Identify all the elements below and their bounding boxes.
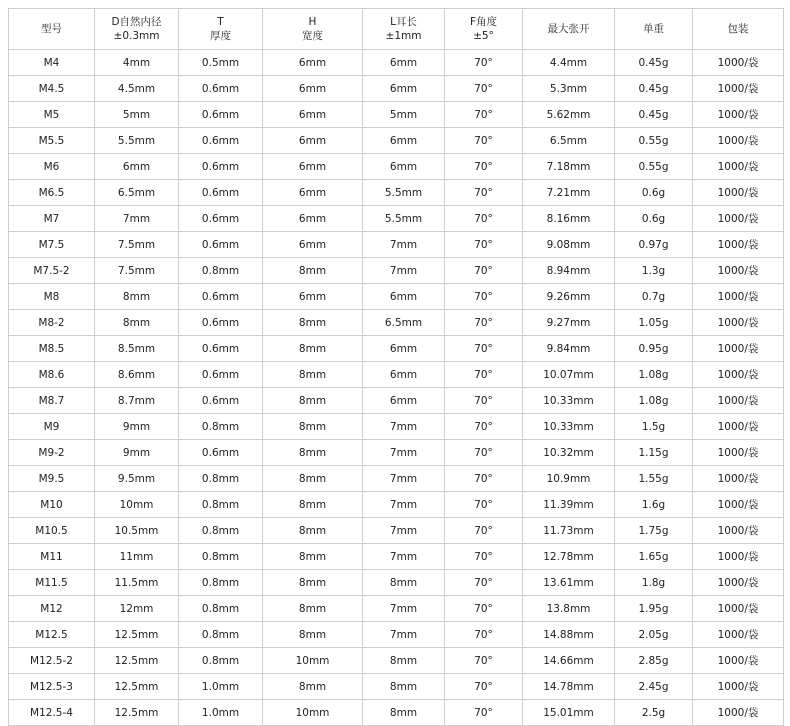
table-row (9, 518, 784, 544)
header-packaging (693, 9, 784, 50)
cell-packaging: 1000/袋 (693, 492, 784, 518)
cell-width: 10mm (263, 700, 363, 726)
cell-width: 8mm (263, 596, 363, 622)
cell-thickness: 0.8mm (179, 544, 263, 570)
cell-packaging: 1000/袋 (693, 466, 784, 492)
cell-model: M11.5 (9, 570, 95, 596)
cell-angle: 70° (445, 310, 523, 336)
cell-thickness: 0.8mm (179, 258, 263, 284)
cell-thickness: 0.6mm (179, 102, 263, 128)
cell-inner-diameter: 12.5mm (95, 648, 179, 674)
cell-unit-weight: 1.65g (615, 544, 693, 570)
spec-table (8, 8, 784, 726)
cell-angle: 70° (445, 518, 523, 544)
cell-packaging: 1000/袋 (693, 154, 784, 180)
cell-model: M8.5 (9, 336, 95, 362)
cell-packaging: 1000/袋 (693, 128, 784, 154)
cell-model: M8.7 (9, 388, 95, 414)
cell-max-opening: 11.39mm (523, 492, 615, 518)
table-row (9, 206, 784, 232)
cell-max-opening: 7.18mm (523, 154, 615, 180)
cell-max-opening: 14.66mm (523, 648, 615, 674)
cell-ear-length: 6mm (363, 76, 445, 102)
table-row (9, 388, 784, 414)
cell-width: 8mm (263, 544, 363, 570)
cell-max-opening: 5.3mm (523, 76, 615, 102)
cell-angle: 70° (445, 102, 523, 128)
cell-angle: 70° (445, 206, 523, 232)
cell-max-opening: 5.62mm (523, 102, 615, 128)
cell-max-opening: 10.9mm (523, 466, 615, 492)
table-row (9, 180, 784, 206)
cell-inner-diameter: 6mm (95, 154, 179, 180)
cell-max-opening: 4.4mm (523, 50, 615, 76)
cell-width: 6mm (263, 50, 363, 76)
header-inner-diameter (95, 9, 179, 50)
cell-max-opening: 13.61mm (523, 570, 615, 596)
cell-inner-diameter: 12.5mm (95, 674, 179, 700)
cell-ear-length: 7mm (363, 466, 445, 492)
cell-angle: 70° (445, 76, 523, 102)
cell-width: 8mm (263, 388, 363, 414)
table-row (9, 622, 784, 648)
cell-ear-length: 7mm (363, 414, 445, 440)
header-label: 最大张开 (547, 23, 590, 35)
table-row (9, 648, 784, 674)
cell-width: 8mm (263, 258, 363, 284)
cell-width: 8mm (263, 466, 363, 492)
cell-thickness: 0.6mm (179, 128, 263, 154)
cell-unit-weight: 0.45g (615, 102, 693, 128)
cell-thickness: 0.8mm (179, 492, 263, 518)
cell-packaging: 1000/袋 (693, 570, 784, 596)
cell-packaging: 1000/袋 (693, 258, 784, 284)
cell-width: 6mm (263, 76, 363, 102)
cell-unit-weight: 1.8g (615, 570, 693, 596)
cell-packaging: 1000/袋 (693, 362, 784, 388)
cell-packaging: 1000/袋 (693, 102, 784, 128)
cell-inner-diameter: 7.5mm (95, 258, 179, 284)
cell-width: 8mm (263, 492, 363, 518)
cell-model: M12.5-2 (9, 648, 95, 674)
cell-ear-length: 8mm (363, 648, 445, 674)
cell-model: M4.5 (9, 76, 95, 102)
cell-packaging: 1000/袋 (693, 518, 784, 544)
cell-ear-length: 6mm (363, 50, 445, 76)
cell-angle: 70° (445, 388, 523, 414)
cell-thickness: 0.8mm (179, 622, 263, 648)
cell-max-opening: 8.16mm (523, 206, 615, 232)
cell-packaging: 1000/袋 (693, 440, 784, 466)
cell-thickness: 0.6mm (179, 310, 263, 336)
cell-angle: 70° (445, 232, 523, 258)
cell-angle: 70° (445, 180, 523, 206)
cell-thickness: 0.5mm (179, 50, 263, 76)
cell-unit-weight: 1.08g (615, 388, 693, 414)
cell-inner-diameter: 4mm (95, 50, 179, 76)
cell-inner-diameter: 9.5mm (95, 466, 179, 492)
cell-model: M9-2 (9, 440, 95, 466)
cell-ear-length: 8mm (363, 570, 445, 596)
cell-ear-length: 6mm (363, 154, 445, 180)
cell-thickness: 0.8mm (179, 414, 263, 440)
header-label: 单重 (643, 23, 664, 35)
cell-packaging: 1000/袋 (693, 284, 784, 310)
cell-unit-weight: 1.15g (615, 440, 693, 466)
cell-thickness: 0.6mm (179, 180, 263, 206)
table-row (9, 284, 784, 310)
cell-angle: 70° (445, 492, 523, 518)
cell-inner-diameter: 8.6mm (95, 362, 179, 388)
header-label: T (217, 16, 224, 28)
cell-thickness: 1.0mm (179, 700, 263, 726)
cell-width: 8mm (263, 414, 363, 440)
cell-thickness: 0.8mm (179, 570, 263, 596)
cell-model: M5.5 (9, 128, 95, 154)
cell-ear-length: 6mm (363, 284, 445, 310)
cell-width: 8mm (263, 674, 363, 700)
cell-thickness: 0.6mm (179, 284, 263, 310)
cell-packaging: 1000/袋 (693, 648, 784, 674)
header-sublabel: 宽度 (302, 30, 323, 42)
table-row (9, 310, 784, 336)
cell-ear-length: 5.5mm (363, 180, 445, 206)
cell-model: M8-2 (9, 310, 95, 336)
cell-unit-weight: 2.85g (615, 648, 693, 674)
cell-max-opening: 10.07mm (523, 362, 615, 388)
cell-inner-diameter: 8.7mm (95, 388, 179, 414)
cell-thickness: 0.8mm (179, 466, 263, 492)
cell-model: M9.5 (9, 466, 95, 492)
cell-unit-weight: 0.45g (615, 50, 693, 76)
cell-width: 6mm (263, 128, 363, 154)
cell-ear-length: 7mm (363, 622, 445, 648)
cell-angle: 70° (445, 258, 523, 284)
cell-model: M8 (9, 284, 95, 310)
cell-packaging: 1000/袋 (693, 414, 784, 440)
header-ear-length (363, 9, 445, 50)
cell-thickness: 0.6mm (179, 232, 263, 258)
cell-unit-weight: 1.55g (615, 466, 693, 492)
cell-packaging: 1000/袋 (693, 76, 784, 102)
cell-max-opening: 10.32mm (523, 440, 615, 466)
table-row (9, 76, 784, 102)
cell-packaging: 1000/袋 (693, 388, 784, 414)
cell-unit-weight: 2.45g (615, 674, 693, 700)
cell-max-opening: 13.8mm (523, 596, 615, 622)
cell-inner-diameter: 7.5mm (95, 232, 179, 258)
cell-model: M7 (9, 206, 95, 232)
cell-thickness: 0.6mm (179, 388, 263, 414)
cell-inner-diameter: 8mm (95, 284, 179, 310)
cell-unit-weight: 1.08g (615, 362, 693, 388)
cell-model: M10.5 (9, 518, 95, 544)
cell-angle: 70° (445, 284, 523, 310)
cell-width: 6mm (263, 232, 363, 258)
cell-max-opening: 10.33mm (523, 388, 615, 414)
cell-unit-weight: 1.6g (615, 492, 693, 518)
cell-angle: 70° (445, 128, 523, 154)
cell-max-opening: 9.26mm (523, 284, 615, 310)
cell-thickness: 0.6mm (179, 440, 263, 466)
cell-angle: 70° (445, 570, 523, 596)
cell-model: M8.6 (9, 362, 95, 388)
cell-model: M12.5 (9, 622, 95, 648)
cell-max-opening: 7.21mm (523, 180, 615, 206)
table-row (9, 50, 784, 76)
cell-model: M7.5-2 (9, 258, 95, 284)
cell-inner-diameter: 9mm (95, 414, 179, 440)
cell-inner-diameter: 8mm (95, 310, 179, 336)
cell-ear-length: 6mm (363, 362, 445, 388)
cell-inner-diameter: 10mm (95, 492, 179, 518)
cell-thickness: 0.6mm (179, 76, 263, 102)
cell-inner-diameter: 5mm (95, 102, 179, 128)
cell-max-opening: 14.88mm (523, 622, 615, 648)
header-sublabel: ±0.3mm (113, 30, 160, 42)
cell-packaging: 1000/袋 (693, 232, 784, 258)
cell-angle: 70° (445, 362, 523, 388)
cell-max-opening: 6.5mm (523, 128, 615, 154)
cell-ear-length: 6mm (363, 128, 445, 154)
cell-ear-length: 5mm (363, 102, 445, 128)
table-row (9, 154, 784, 180)
cell-model: M6 (9, 154, 95, 180)
cell-unit-weight: 0.45g (615, 76, 693, 102)
cell-angle: 70° (445, 700, 523, 726)
cell-width: 8mm (263, 336, 363, 362)
cell-inner-diameter: 4.5mm (95, 76, 179, 102)
cell-model: M7.5 (9, 232, 95, 258)
cell-inner-diameter: 12.5mm (95, 700, 179, 726)
cell-max-opening: 9.84mm (523, 336, 615, 362)
cell-angle: 70° (445, 466, 523, 492)
cell-packaging: 1000/袋 (693, 700, 784, 726)
cell-inner-diameter: 12mm (95, 596, 179, 622)
cell-unit-weight: 0.97g (615, 232, 693, 258)
cell-width: 8mm (263, 362, 363, 388)
header-label: 型号 (41, 23, 62, 35)
table-row (9, 362, 784, 388)
cell-ear-length: 7mm (363, 258, 445, 284)
cell-width: 8mm (263, 622, 363, 648)
header-model (9, 9, 95, 50)
cell-model: M12.5-3 (9, 674, 95, 700)
cell-inner-diameter: 11.5mm (95, 570, 179, 596)
table-row (9, 700, 784, 726)
cell-max-opening: 15.01mm (523, 700, 615, 726)
cell-width: 6mm (263, 284, 363, 310)
cell-unit-weight: 1.5g (615, 414, 693, 440)
cell-width: 6mm (263, 180, 363, 206)
cell-angle: 70° (445, 596, 523, 622)
cell-width: 10mm (263, 648, 363, 674)
cell-model: M6.5 (9, 180, 95, 206)
cell-model: M12 (9, 596, 95, 622)
header-label: L耳长 (390, 16, 417, 28)
cell-ear-length: 6mm (363, 388, 445, 414)
cell-max-opening: 11.73mm (523, 518, 615, 544)
cell-angle: 70° (445, 336, 523, 362)
cell-model: M11 (9, 544, 95, 570)
header-label: H (308, 16, 317, 28)
table-row (9, 336, 784, 362)
cell-model: M5 (9, 102, 95, 128)
cell-thickness: 0.6mm (179, 206, 263, 232)
cell-ear-length: 7mm (363, 518, 445, 544)
cell-unit-weight: 2.5g (615, 700, 693, 726)
table-row (9, 674, 784, 700)
table-row (9, 128, 784, 154)
cell-ear-length: 6.5mm (363, 310, 445, 336)
cell-unit-weight: 1.75g (615, 518, 693, 544)
cell-thickness: 0.8mm (179, 648, 263, 674)
cell-max-opening: 9.27mm (523, 310, 615, 336)
cell-width: 8mm (263, 518, 363, 544)
cell-width: 8mm (263, 570, 363, 596)
cell-angle: 70° (445, 648, 523, 674)
table-row (9, 596, 784, 622)
spec-table-container (8, 8, 783, 726)
cell-ear-length: 8mm (363, 700, 445, 726)
cell-packaging: 1000/袋 (693, 180, 784, 206)
header-sublabel: ±1mm (385, 30, 422, 42)
cell-unit-weight: 1.05g (615, 310, 693, 336)
cell-ear-length: 7mm (363, 232, 445, 258)
table-row (9, 466, 784, 492)
cell-unit-weight: 1.95g (615, 596, 693, 622)
table-row (9, 544, 784, 570)
cell-width: 6mm (263, 154, 363, 180)
cell-inner-diameter: 8.5mm (95, 336, 179, 362)
cell-max-opening: 8.94mm (523, 258, 615, 284)
cell-unit-weight: 0.55g (615, 154, 693, 180)
cell-packaging: 1000/袋 (693, 50, 784, 76)
cell-thickness: 0.8mm (179, 518, 263, 544)
cell-width: 8mm (263, 440, 363, 466)
cell-thickness: 0.6mm (179, 336, 263, 362)
cell-inner-diameter: 9mm (95, 440, 179, 466)
cell-angle: 70° (445, 674, 523, 700)
header-label: F角度 (469, 16, 498, 28)
header-width (263, 9, 363, 50)
cell-ear-length: 7mm (363, 492, 445, 518)
table-row (9, 570, 784, 596)
cell-unit-weight: 0.7g (615, 284, 693, 310)
cell-width: 6mm (263, 102, 363, 128)
cell-model: M4 (9, 50, 95, 76)
table-row (9, 102, 784, 128)
cell-packaging: 1000/袋 (693, 310, 784, 336)
cell-unit-weight: 2.05g (615, 622, 693, 648)
cell-unit-weight: 0.6g (615, 206, 693, 232)
header-unit-weight (615, 9, 693, 50)
cell-angle: 70° (445, 440, 523, 466)
cell-angle: 70° (445, 544, 523, 570)
header-row (9, 9, 784, 50)
cell-ear-length: 7mm (363, 544, 445, 570)
cell-width: 6mm (263, 206, 363, 232)
cell-ear-length: 5.5mm (363, 206, 445, 232)
header-label: D自然内径 (111, 16, 162, 28)
cell-angle: 70° (445, 154, 523, 180)
cell-ear-length: 8mm (363, 674, 445, 700)
cell-packaging: 1000/袋 (693, 596, 784, 622)
cell-angle: 70° (445, 414, 523, 440)
cell-max-opening: 12.78mm (523, 544, 615, 570)
cell-packaging: 1000/袋 (693, 206, 784, 232)
cell-inner-diameter: 12.5mm (95, 622, 179, 648)
cell-model: M10 (9, 492, 95, 518)
cell-inner-diameter: 10.5mm (95, 518, 179, 544)
cell-packaging: 1000/袋 (693, 336, 784, 362)
cell-unit-weight: 1.3g (615, 258, 693, 284)
cell-inner-diameter: 11mm (95, 544, 179, 570)
cell-ear-length: 6mm (363, 336, 445, 362)
cell-inner-diameter: 7mm (95, 206, 179, 232)
header-angle (445, 9, 523, 50)
cell-thickness: 0.6mm (179, 362, 263, 388)
cell-packaging: 1000/袋 (693, 544, 784, 570)
cell-max-opening: 14.78mm (523, 674, 615, 700)
cell-model: M9 (9, 414, 95, 440)
cell-angle: 70° (445, 622, 523, 648)
cell-thickness: 1.0mm (179, 674, 263, 700)
cell-ear-length: 7mm (363, 440, 445, 466)
cell-max-opening: 10.33mm (523, 414, 615, 440)
table-row (9, 414, 784, 440)
header-max-opening (523, 9, 615, 50)
cell-ear-length: 7mm (363, 596, 445, 622)
cell-packaging: 1000/袋 (693, 674, 784, 700)
table-row (9, 492, 784, 518)
cell-width: 8mm (263, 310, 363, 336)
cell-unit-weight: 0.6g (615, 180, 693, 206)
cell-unit-weight: 0.95g (615, 336, 693, 362)
table-row (9, 440, 784, 466)
cell-unit-weight: 0.55g (615, 128, 693, 154)
table-body (9, 50, 784, 726)
header-sublabel: ±5° (473, 30, 494, 42)
table-row (9, 232, 784, 258)
cell-thickness: 0.8mm (179, 596, 263, 622)
header-thickness (179, 9, 263, 50)
cell-max-opening: 9.08mm (523, 232, 615, 258)
table-row (9, 258, 784, 284)
header-label: 包装 (727, 23, 749, 35)
cell-thickness: 0.6mm (179, 154, 263, 180)
cell-angle: 70° (445, 50, 523, 76)
cell-inner-diameter: 6.5mm (95, 180, 179, 206)
cell-packaging: 1000/袋 (693, 622, 784, 648)
cell-inner-diameter: 5.5mm (95, 128, 179, 154)
header-sublabel: 厚度 (210, 30, 231, 42)
cell-model: M12.5-4 (9, 700, 95, 726)
